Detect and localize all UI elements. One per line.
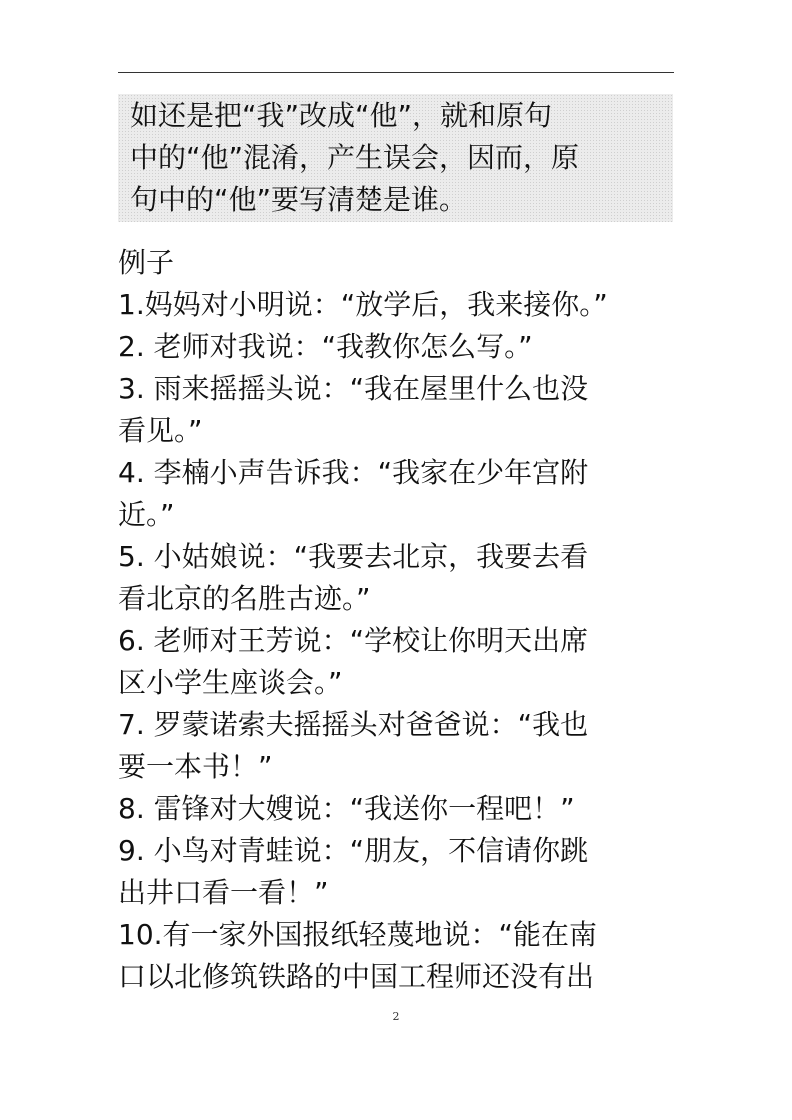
note-line: 如还是把“我”改成“他”，就和原句 — [130, 99, 553, 132]
note-line: 中的“他”混淆，产生误会，因而，原 — [130, 141, 580, 174]
example-line: 1.妈妈对小明说：“放学后，我来接你。” — [118, 288, 608, 321]
example-line: 7. 罗蒙诺索夫摇摇头对爸爸说：“我也 — [118, 708, 589, 741]
example-line: 9. 小鸟对青蛙说：“朋友，不信请你跳 — [118, 834, 589, 867]
example-line: 出井口看一看！” — [118, 876, 329, 909]
note-line: 句中的“他”要写清楚是谁。 — [130, 183, 468, 216]
example-line: 近。” — [118, 498, 175, 531]
example-line: 8. 雷锋对大嫂说：“我送你一程吧！” — [118, 792, 575, 825]
example-line: 区小学生座谈会。” — [118, 666, 343, 699]
header-rule — [118, 72, 674, 73]
example-line: 要一本书！” — [118, 750, 273, 783]
example-line: 看见。” — [118, 414, 203, 447]
example-line: 口以北修筑铁路的中国工程师还没有出 — [118, 960, 595, 993]
example-line: 10.有一家外国报纸轻蔑地说：“能在南 — [118, 918, 598, 951]
page-number: 2 — [392, 1010, 400, 1023]
example-list — [118, 242, 678, 998]
examples-heading: 例子 — [118, 246, 175, 279]
example-line: 6. 老师对王芳说：“学校让你明天出席 — [118, 624, 589, 657]
example-line: 2. 老师对我说：“我教你怎么写。” — [118, 330, 533, 363]
example-line: 4. 李楠小声告诉我：“我家在少年宫附 — [118, 456, 589, 489]
example-line: 看北京的名胜古迹。” — [118, 582, 371, 615]
example-line: 5. 小姑娘说：“我要去北京，我要去看 — [118, 540, 589, 573]
highlighted-note — [118, 94, 673, 222]
example-line: 3. 雨来摇摇头说：“我在屋里什么也没 — [118, 372, 589, 405]
